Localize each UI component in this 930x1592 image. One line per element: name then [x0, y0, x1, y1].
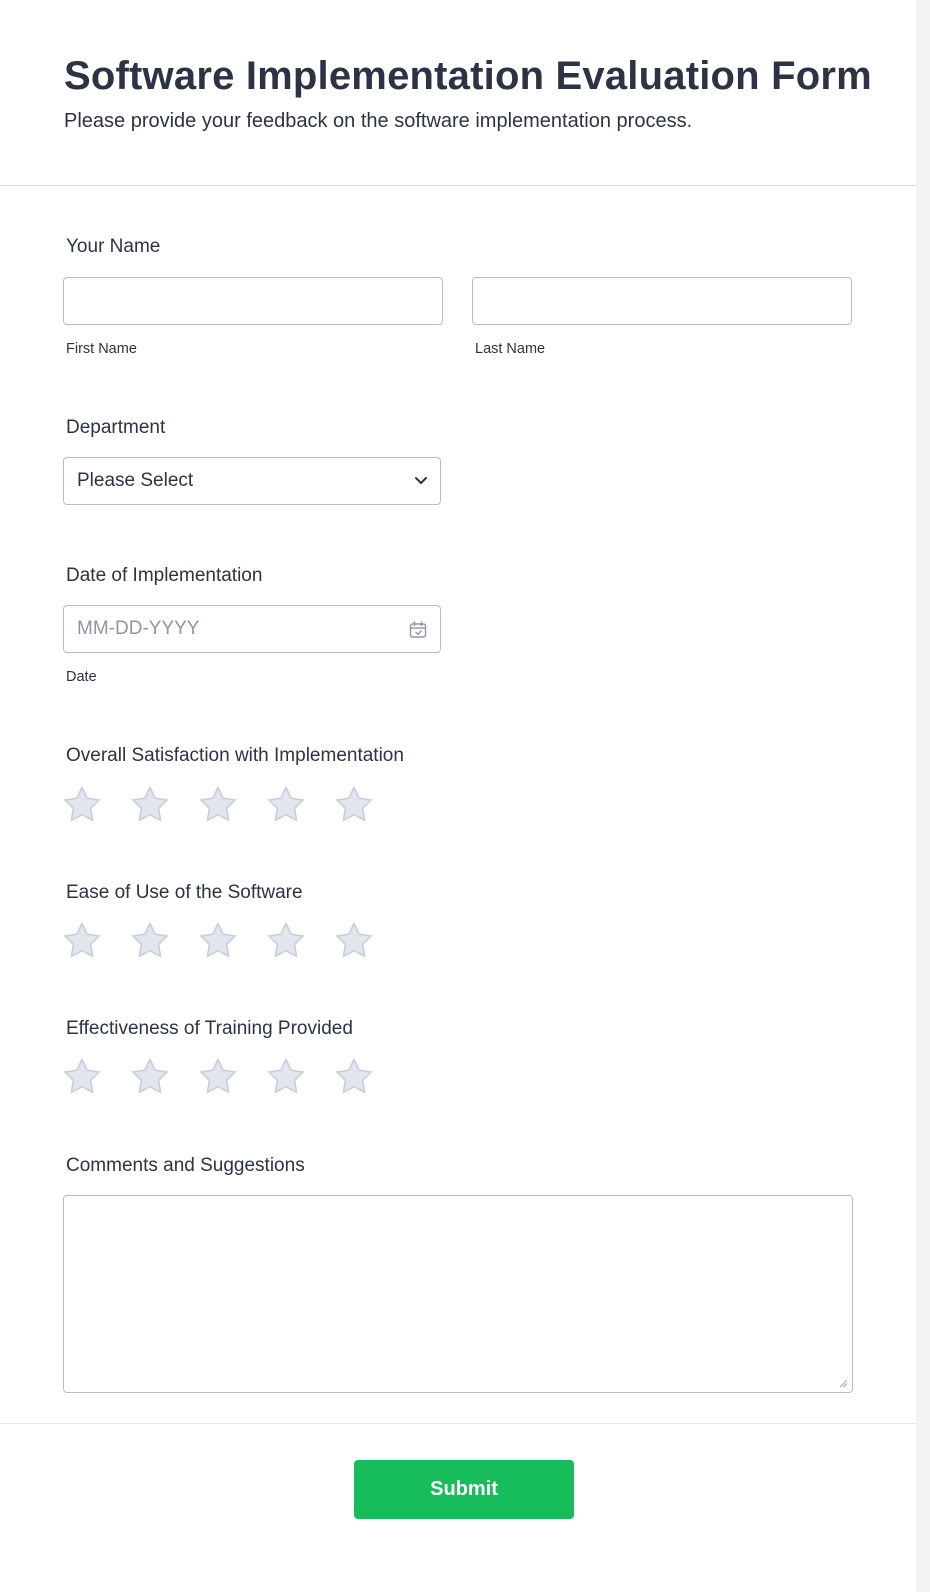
- comments-label: Comments and Suggestions: [66, 1155, 305, 1176]
- star-icon[interactable]: [266, 921, 306, 961]
- form-header: [0, 0, 916, 186]
- comments-textarea[interactable]: [63, 1195, 853, 1393]
- star-icon[interactable]: [266, 785, 306, 825]
- star-icon[interactable]: [130, 1057, 170, 1097]
- date-input[interactable]: [63, 605, 441, 653]
- star-icon[interactable]: [198, 921, 238, 961]
- star-icon[interactable]: [62, 785, 102, 825]
- rating-stars-ease: [62, 921, 402, 961]
- last-name-input[interactable]: [472, 277, 852, 325]
- calendar-icon[interactable]: [408, 620, 428, 640]
- star-icon[interactable]: [62, 1057, 102, 1097]
- rating-stars-training: [62, 1057, 402, 1097]
- star-icon[interactable]: [62, 921, 102, 961]
- date-placeholder: MM-DD-YYYY: [77, 618, 200, 639]
- rating-label-ease: Ease of Use of the Software: [66, 882, 303, 903]
- star-icon[interactable]: [130, 785, 170, 825]
- star-icon[interactable]: [198, 1057, 238, 1097]
- resize-handle-icon[interactable]: [838, 1378, 848, 1388]
- name-label: Your Name: [66, 236, 161, 257]
- first-name-input[interactable]: [63, 277, 443, 325]
- submit-button[interactable]: Submit: [354, 1460, 574, 1519]
- rating-stars-overall: [62, 785, 402, 825]
- chevron-down-icon: [414, 476, 428, 486]
- star-icon[interactable]: [334, 1057, 374, 1097]
- first-name-sublabel: First Name: [66, 341, 137, 357]
- footer-divider: [0, 1423, 916, 1424]
- department-selected-value: Please Select: [77, 470, 194, 491]
- rating-label-overall: Overall Satisfaction with Implementation: [66, 745, 404, 766]
- star-icon[interactable]: [198, 785, 238, 825]
- star-icon[interactable]: [130, 921, 170, 961]
- rating-label-training: Effectiveness of Training Provided: [66, 1018, 353, 1039]
- date-label: Date of Implementation: [66, 565, 263, 586]
- star-icon[interactable]: [334, 921, 374, 961]
- star-icon[interactable]: [334, 785, 374, 825]
- date-sublabel: Date: [66, 669, 97, 685]
- form-title: Software Implementation Evaluation Form: [64, 54, 872, 98]
- department-select[interactable]: [63, 457, 441, 505]
- department-label: Department: [66, 417, 166, 438]
- last-name-sublabel: Last Name: [475, 341, 546, 357]
- form-subtitle: Please provide your feedback on the software implementation process.: [64, 110, 693, 132]
- star-icon[interactable]: [266, 1057, 306, 1097]
